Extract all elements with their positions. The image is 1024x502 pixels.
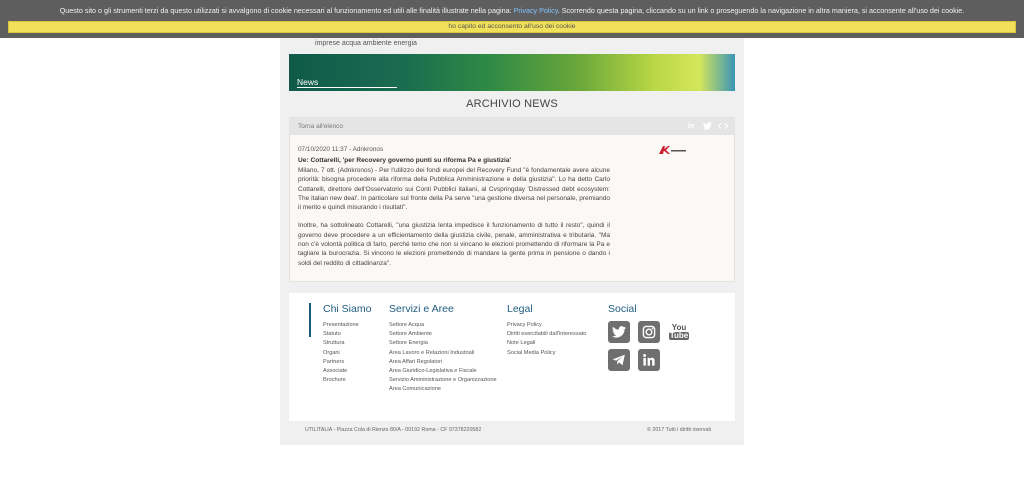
article-headline: Ue: Cottarelli, 'per Recovery governo punti su riforma Pa e giustizia' <box>298 157 512 164</box>
footer-heading-legal: Legal <box>507 303 533 315</box>
youtube-icon[interactable] <box>668 321 690 343</box>
cookie-text-before: Questo sito o gli strumenti terzi da questo utilizzati si avvalgono di cookie necessari al funzionamento ed utili alle finalità illustrate nella pagina: <box>59 6 514 15</box>
footer-link[interactable]: Struttura <box>323 340 345 347</box>
footer-col-social <box>608 303 690 371</box>
footer-link[interactable]: Partners <box>323 358 345 365</box>
article-toolbar <box>290 118 734 135</box>
footer-heading-social: Social <box>608 303 637 315</box>
share-icons <box>686 122 728 131</box>
footer-heading-servizi: Servizi e Aree <box>389 303 454 315</box>
cookie-notice-text <box>0 6 1024 15</box>
back-to-list-link[interactable]: Torna all'elenco <box>298 123 343 130</box>
footer-link[interactable]: Settore Ambiente <box>389 331 432 338</box>
article-paragraph: Inoltre, ha sottolineato Cottarelli, "una giustizia lenta impedisce il funzionamento di tutto il resto", quindi il governo deve procedere a un efficientamento della giustizia civile, penale, amministrativa e tributaria. "Ma non c'è volontà politica di farlo, perché temo che non si vincano le elezioni promettendo di riformare la Pa e tagliare la burocrazia. Si vincono le elezioni promettendo di mandare la gente prima in pensione o dando i soldi del reddito di cittadinanza". <box>298 222 610 267</box>
linkedin-share-icon[interactable]: in <box>687 123 695 130</box>
news-banner <box>289 54 735 91</box>
footer-link[interactable]: Area Comunicazione <box>389 386 441 393</box>
news-article-card <box>289 117 735 282</box>
banner-underline <box>297 87 397 88</box>
footer-link[interactable]: Statuto <box>323 331 341 338</box>
footer-divider <box>309 303 311 337</box>
instagram-icon[interactable] <box>638 321 660 343</box>
footer-col-servizi <box>389 303 497 395</box>
adnkronos-logo <box>658 145 688 155</box>
cookie-bar <box>0 0 1024 38</box>
footer-heading-chi-siamo: Chi Siamo <box>323 303 372 315</box>
article-body <box>298 166 610 268</box>
banner-title: News <box>297 77 319 87</box>
footer-link[interactable]: Settore Energia <box>389 340 428 347</box>
footer-link[interactable]: Diritti esercitabili dall'interessato <box>507 331 587 338</box>
footer-link[interactable]: Social Media Policy <box>507 349 556 356</box>
twitter-share-icon[interactable] <box>702 122 712 131</box>
footer-copyright: © 2017 Tutti i diritti riservati <box>647 427 711 433</box>
article-meta: 07/10/2020 11:37 - Adnkronos <box>298 146 384 153</box>
footer-col-legal <box>507 303 586 358</box>
page-title: ARCHIVIO NEWS <box>466 98 558 110</box>
telegram-icon[interactable] <box>608 349 630 371</box>
site-tagline: imprese acqua ambiente energia <box>315 40 417 47</box>
footer-link[interactable]: Servizio Amministrazione e Organizzazione <box>389 377 497 384</box>
cookie-accept-button[interactable]: ho capito ed acconsento all'uso dei cookie <box>8 21 1016 33</box>
cookie-text-after: . Scorrendo questa pagina, cliccando su un link o proseguendo la navigazione in altra maniera, si acconsente all'uso dei cookie. <box>557 6 965 15</box>
site-footer <box>289 293 735 433</box>
footer-address: UTILITALIA - Piazza Cola di Rienzo 80/A - 00192 Roma - CF 97378220582 <box>305 427 482 433</box>
footer-col-chi-siamo <box>323 303 371 385</box>
twitter-icon[interactable] <box>608 321 630 343</box>
article-paragraph: Milano, 7 ott. (Adnkronos) - Per l'utilizzo dei fondi europei del Recovery Fund "è fondamentale avere alcune priorità: bisogna procedere alla riforma della Pubblica Amministrazione e della giustizia". Lo ha detto Carlo Cottarelli, direttore dell'Osservatorio sui Conti Pubblici italiani, al Cvspringday 'Distressed debt ecosystem: The italian new deal'. In particolare sul fronte della Pa serve "una gestione diversa nel personale, premiando il merito e quindi misurando i risultati". <box>298 167 610 212</box>
linkedin-icon[interactable] <box>638 349 660 371</box>
footer-link[interactable]: Settore Acqua <box>389 322 425 328</box>
embed-share-icon[interactable] <box>718 122 728 131</box>
footer-link[interactable]: Area Giuridico-Legislativa e Fiscale <box>389 368 477 375</box>
footer-link[interactable]: Brochure <box>323 377 346 384</box>
footer-link[interactable]: Organi <box>323 349 340 356</box>
footer-link[interactable]: Area Affari Regolatori <box>389 358 443 365</box>
footer-link[interactable]: Privacy Policy <box>507 322 542 328</box>
youtube-tube-text: Tube <box>669 331 689 340</box>
footer-link[interactable]: Presentazione <box>323 322 359 328</box>
youtube-you-text: You <box>671 323 687 332</box>
footer-link[interactable]: Note Legali <box>507 340 536 347</box>
privacy-policy-link[interactable]: Privacy Policy <box>513 6 558 15</box>
footer-link[interactable]: Associate <box>323 368 348 375</box>
footer-link[interactable]: Area Lavoro e Relazioni Industriali <box>389 349 475 356</box>
